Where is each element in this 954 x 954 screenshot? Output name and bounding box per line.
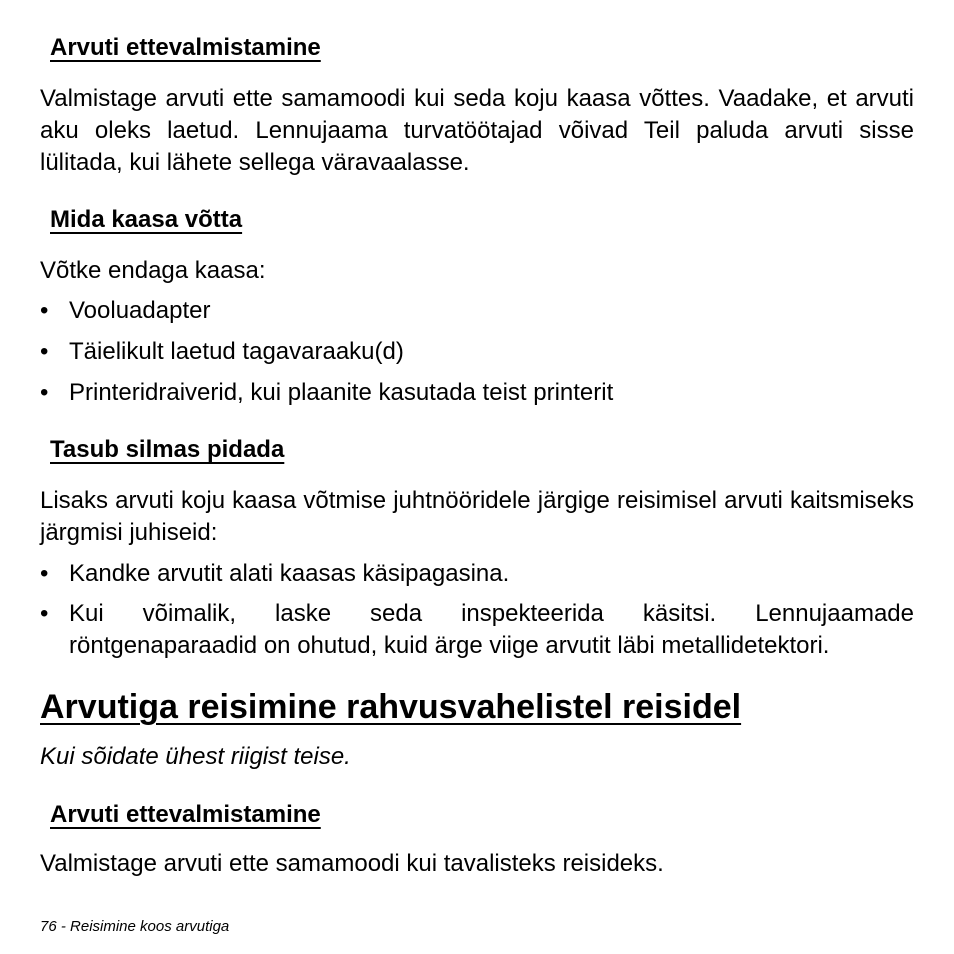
list-item-text: Täielikult laetud tagavaraaku(d) — [69, 338, 404, 365]
bullet-marker: • — [40, 560, 49, 587]
list-item-text: Kandke arvutit alati kaasas käsipagasina. — [69, 560, 510, 587]
paragraph-tips-intro: Lisaks arvuti koju kaasa võtmise juhtnööridele järgige reisimisel arvuti kaitsmiseks järgmisi juhiseid: — [40, 487, 914, 546]
page-footer: 76 - Reisimine koos arvutiga — [40, 918, 230, 935]
paragraph-bring-intro: Võtke endaga kaasa: — [40, 257, 266, 284]
list-item-text: Kui võimalik, laske seda inspekteerida käsitsi. Lennujaamade röntgenaparaadid on ohutud, kuid ärge viige arvutit läbi metallidetektori. — [69, 600, 914, 659]
bullet-marker: • — [40, 338, 49, 365]
paragraph-prepare: Valmistage arvuti ette samamoodi kui seda koju kaasa võttes. Vaadake, et arvuti aku oleks laetud. Lennujaama turvatöötajad võivad Teil paluda arvuti sisse lülitada, kui lähete sellega väravaalasse. — [40, 85, 914, 176]
bullet-marker: • — [40, 379, 49, 406]
list-item-text: Vooluadapter — [69, 297, 211, 324]
chapter-heading: Arvutiga reisimine rahvusvahelistel reisidel — [40, 688, 742, 726]
list-item-text: Printeridraiverid, kui plaanite kasutada teist printerit — [69, 379, 614, 406]
list-item — [40, 336, 914, 368]
section-heading-tips: Tasub silmas pidada — [50, 436, 285, 463]
list-item — [40, 377, 914, 409]
list-item — [40, 598, 914, 662]
section-heading-prepare-international: Arvuti ettevalmistamine — [50, 801, 321, 828]
section-heading-what-to-bring: Mida kaasa võtta — [50, 206, 243, 233]
list-item — [40, 295, 914, 327]
list-item — [40, 558, 914, 590]
paragraph-prepare-international: Valmistage arvuti ette samamoodi kui tavalisteks reisideks. — [40, 850, 664, 877]
bullet-marker: • — [40, 600, 49, 627]
bullet-marker: • — [40, 297, 49, 324]
chapter-subtitle: Kui sõidate ühest riigist teise. — [40, 743, 351, 770]
section-heading-prepare: Arvuti ettevalmistamine — [50, 34, 321, 61]
